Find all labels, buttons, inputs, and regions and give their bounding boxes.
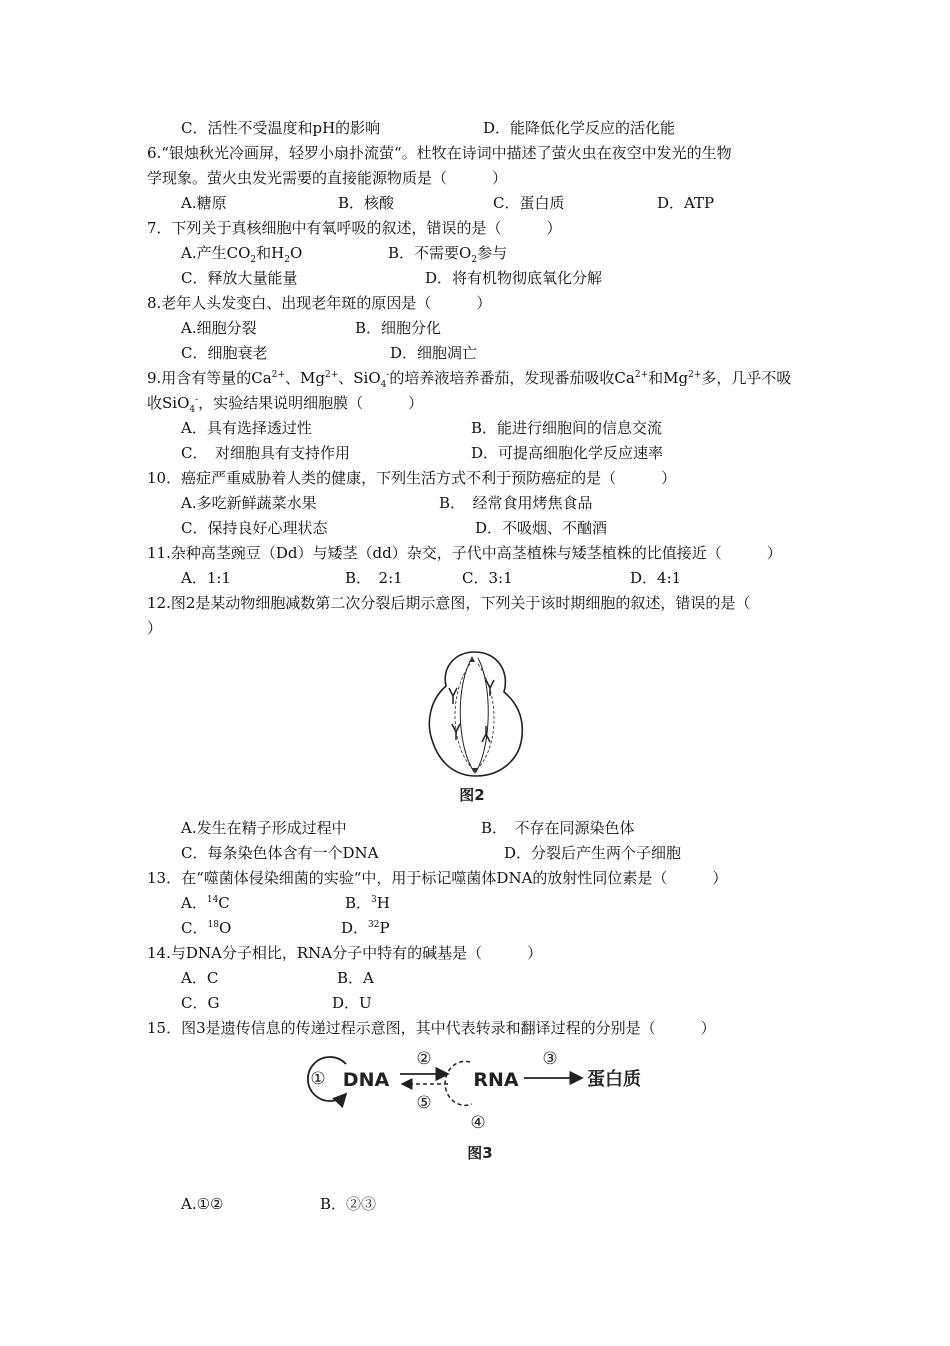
q14-option-c: C．G [181, 994, 220, 1012]
q14-stem: 14.与DNA分子相比，RNA分子中特有的碱基是（ ） [147, 944, 543, 962]
q10-stem: 10．癌症严重威胁着人类的健康，下列生活方式不利于预防癌症的是（ ） [147, 469, 677, 487]
q13-options-ab [181, 891, 910, 916]
q12-stem-line1: 12.图2是某动物细胞减数第二次分裂后期示意图，下列关于该时期细胞的叙述，错误的是（ [147, 594, 751, 612]
q12-option-d: D．分裂后产生两个子细胞 [504, 844, 682, 862]
q8-option-a: A.细胞分裂 [181, 319, 257, 337]
label-3: ③ [542, 1049, 558, 1069]
q15-stem: 15．图3是遗传信息的传递过程示意图，其中代表转录和翻译过程的分别是（ ） [147, 1019, 716, 1037]
spindle-left [460, 658, 474, 772]
q5-option-c: C．活性不受温度和pH的影响 [181, 119, 381, 137]
q11-option-c: C．3:1 [462, 569, 513, 587]
q14-options-ab [181, 966, 910, 991]
protein-label: 蛋白质 [587, 1069, 641, 1090]
q9-option-b: B．能进行细胞间的信息交流 [471, 419, 663, 437]
q13-options-cd [181, 916, 910, 941]
q6-options [181, 191, 910, 216]
q7-option-a: A.产生$CO_2$和$H_2O$ [181, 244, 303, 265]
q8-stem: 8.老年人头发变白、出现老年斑的原因是（ ） [147, 294, 492, 312]
q8-options-cd [181, 341, 910, 366]
q5-option-d: D．能降低化学反应的活化能 [483, 119, 676, 137]
q8-options-ab [181, 316, 910, 341]
q14-option-b: B．A [337, 969, 374, 987]
q6-option-a: A.糖原 [181, 194, 227, 212]
q12-options-cd [181, 841, 910, 866]
dna-label: DNA [342, 1069, 390, 1091]
figure-3-caption: 图3 [467, 1144, 493, 1162]
q11-options [181, 566, 910, 591]
q10-option-c: C．保持良好心理状态 [181, 519, 328, 537]
q13-option-c: C．$^{18}$O [181, 919, 232, 937]
q9-option-d: D．可提高细胞化学反应速率 [471, 444, 664, 462]
q8-option-d: D．细胞凋亡 [390, 344, 478, 362]
q7-options-cd [181, 266, 910, 291]
rna-replication-loop [445, 1061, 472, 1105]
rna-label: RNA [473, 1069, 519, 1091]
q9-stem-line1: 9.用含有等量的$Ca^{2+}$、$Mg^{2+}$、SiO$_4$-的培养液培养番茄，发现番茄吸收$Ca^{2+}$和$Mg^{2+}$多，几乎不吸 [147, 369, 792, 390]
q8-option-c: C．细胞衰老 [181, 344, 268, 362]
arrow-heads [469, 656, 478, 774]
q11-stem: 11.杂种高茎豌豆（Dd）与矮茎（dd）杂交，子代中高茎植株与矮茎植株的比值接近（ ） [147, 544, 782, 562]
q11-option-d: D．4:1 [630, 569, 682, 587]
figure-2-caption: 图2 [459, 786, 485, 804]
q14-option-a: A．C [181, 969, 219, 987]
q15-options-ab [181, 1192, 910, 1217]
q12-option-a: A.发生在精子形成过程中 [181, 819, 347, 837]
figure-2-cell-diagram [420, 644, 530, 804]
q14-options-cd [181, 991, 910, 1016]
q6-option-c: C．蛋白质 [493, 194, 565, 212]
q11-option-b: B． 2:1 [345, 569, 403, 587]
q9-option-c: C． 对细胞具有支持作用 [181, 444, 350, 462]
q6-option-d: D．ATP [657, 194, 715, 212]
q15-option-a: A.①② [181, 1195, 224, 1213]
q12-stem-line2: ） [147, 619, 163, 637]
q8-option-b: B．细胞分化 [355, 319, 442, 337]
q6-option-b: B．核酸 [338, 194, 395, 212]
label-4: ④ [470, 1113, 486, 1133]
q6-stem-line2: 学现象。萤火虫发光需要的直接能源物质是（ ） [147, 169, 508, 187]
q10-options-cd [181, 516, 910, 541]
q10-option-d: D．不吸烟、不酗酒 [475, 519, 608, 537]
q9-options-ab [181, 416, 910, 441]
cell-membrane [429, 652, 522, 776]
q13-option-b: B．$^3$H [345, 894, 390, 912]
q10-option-b: B． 经常食用烤焦食品 [439, 494, 593, 512]
q10-options-ab [181, 491, 910, 516]
q13-stem: 13．在“噬菌体侵染细菌的实验“中，用于标记噬菌体DNA的放射性同位素是（ ） [147, 869, 728, 887]
q7-option-b: B．不需要$O_2$参与 [388, 244, 508, 265]
q9-stem-line2: 收SiO$_4$-，实验结果说明细胞膜（ ） [147, 394, 424, 415]
figure-3-central-dogma-diagram [300, 1044, 660, 1169]
q10-option-a: A.多吃新鲜蔬菜水果 [181, 494, 317, 512]
q7-option-c: C．释放大量能量 [181, 269, 298, 287]
q12-options-ab [181, 816, 910, 841]
q13-option-d: D．$^{32}$P [341, 919, 390, 937]
label-2: ② [416, 1049, 432, 1069]
q12-option-c: C．每条染色体含有一个DNA [181, 844, 379, 862]
q12-option-b: B． 不存在同源染色体 [481, 819, 635, 837]
label-5: ⑤ [416, 1093, 432, 1113]
q6-stem-line1: 6.“银烛秋光冷画屏，轻罗小扇扑流萤“。杜牧在诗词中描述了萤火虫在夜空中发光的生物 [147, 144, 732, 162]
label-1: ① [310, 1069, 326, 1089]
q7-options-ab [181, 241, 910, 266]
q15-option-b: B．②③ [320, 1195, 377, 1213]
q14-option-d: D．U [332, 994, 372, 1012]
q9-options-cd [181, 441, 910, 466]
q11-option-a: A．1:1 [181, 569, 231, 587]
q7-stem: 7．下列关于真核细胞中有氧呼吸的叙述，错误的是（ ） [147, 219, 562, 237]
q13-option-a: A．$^{14}$C [181, 894, 230, 912]
q5-options-cd [181, 116, 910, 141]
q9-option-a: A．具有选择透过性 [181, 419, 312, 437]
q7-option-d: D．将有机物彻底氧化分解 [425, 269, 603, 287]
